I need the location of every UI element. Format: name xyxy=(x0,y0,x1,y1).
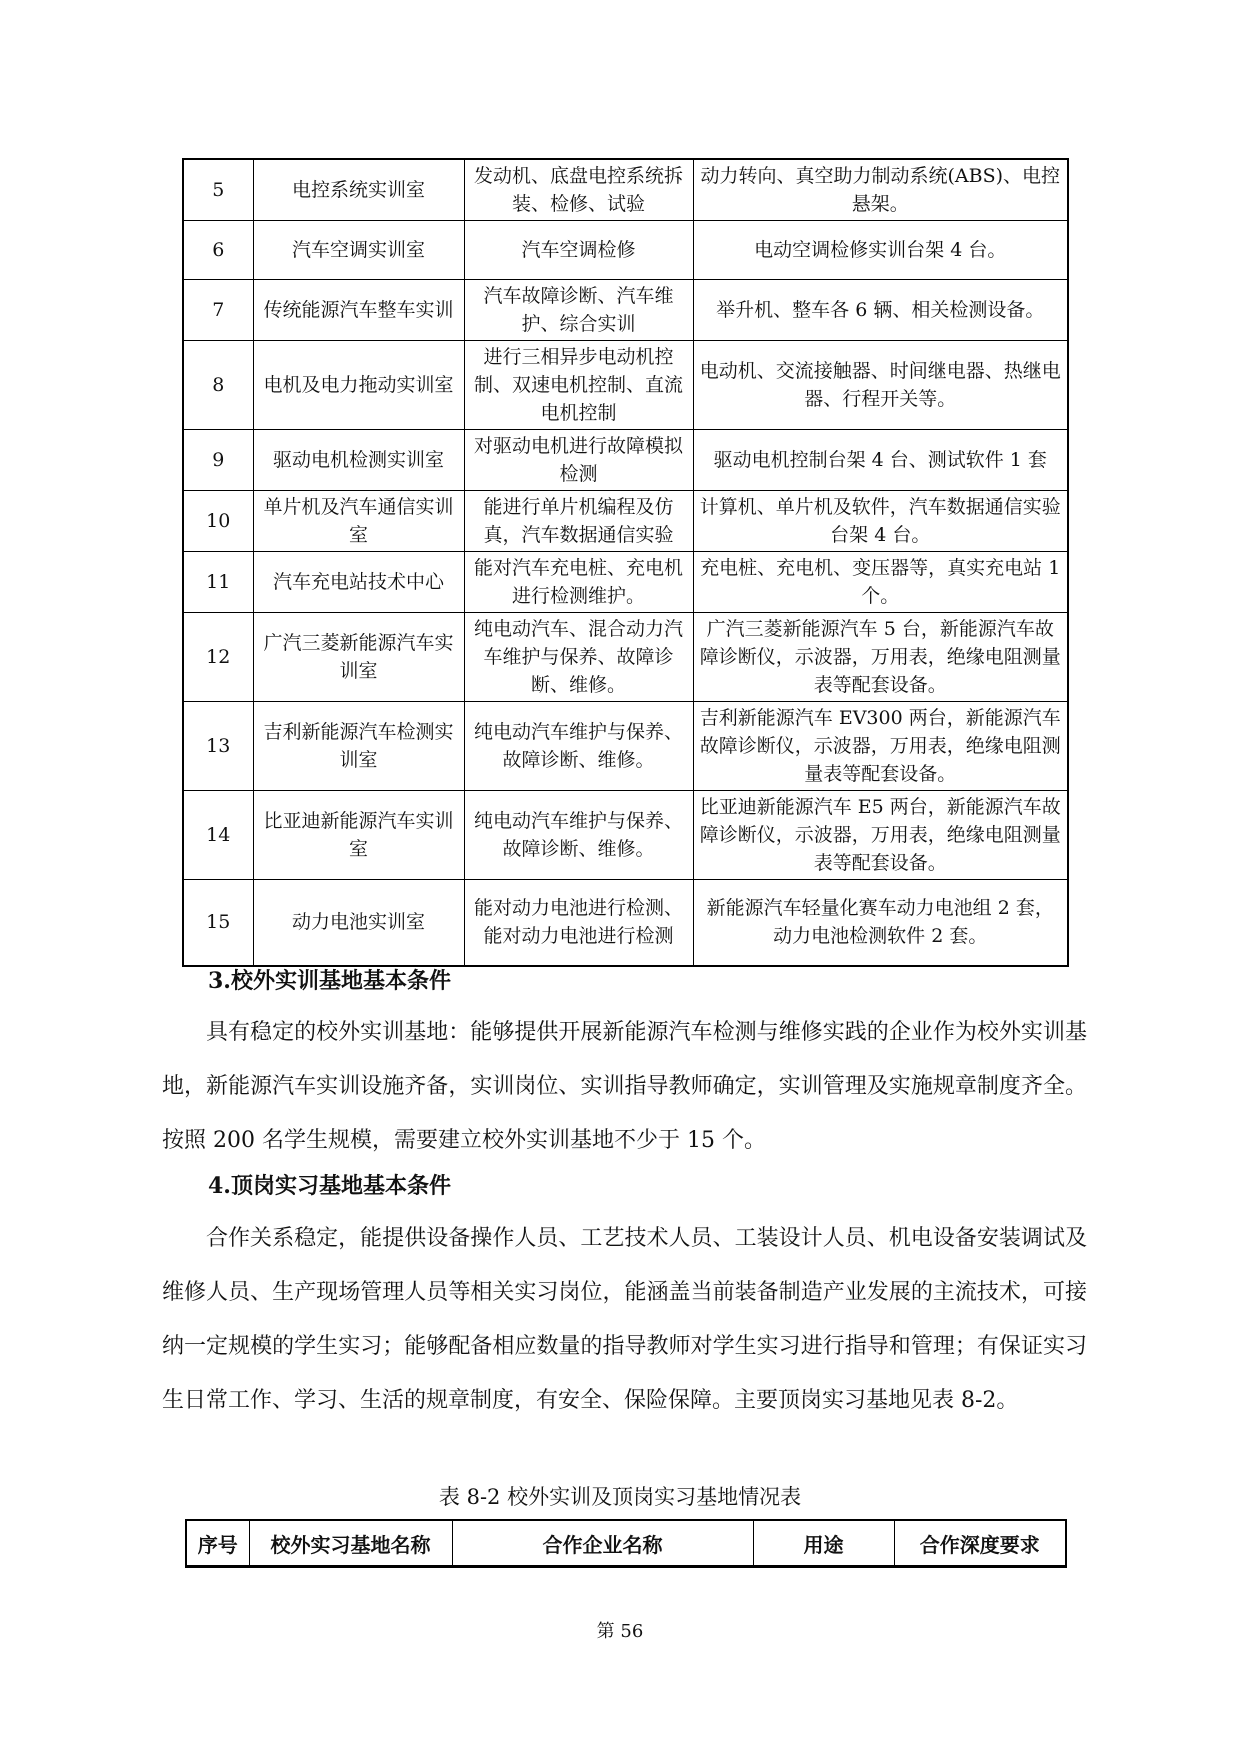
row-number: 15 xyxy=(183,880,253,966)
room-name: 汽车充电站技术中心 xyxy=(253,552,464,613)
equipment: 驱动电机控制台架 4 台、测试软件 1 套 xyxy=(693,430,1068,491)
row-number: 5 xyxy=(183,159,253,221)
room-name: 驱动电机检测实训室 xyxy=(253,430,464,491)
col-header-use: 用途 xyxy=(753,1520,894,1567)
room-name: 传统能源汽车整车实训 xyxy=(253,280,464,341)
training-task: 对驱动电机进行故障模拟检测 xyxy=(464,430,693,491)
equipment: 充电桩、充电机、变压器等，真实充电站 1 个。 xyxy=(693,552,1068,613)
row-number: 9 xyxy=(183,430,253,491)
equipment: 电动空调检修实训台架 4 台。 xyxy=(693,221,1068,280)
equipment: 比亚迪新能源汽车 E5 两台，新能源汽车故障诊断仪，示波器，万用表，绝缘电阻测量表等配套设备。 xyxy=(693,791,1068,880)
training-task: 汽车故障诊断、汽车维护、综合实训 xyxy=(464,280,693,341)
col-header-number: 序号 xyxy=(186,1520,249,1567)
col-header-depth: 合作深度要求 xyxy=(894,1520,1066,1567)
table-row xyxy=(183,552,1068,613)
equipment: 动力转向、真空助力制动系统(ABS)、电控悬架。 xyxy=(693,159,1068,221)
room-name: 广汽三菱新能源汽车实训室 xyxy=(253,613,464,702)
section-3-heading: 3.校外实训基地基本条件 xyxy=(208,968,451,994)
table-caption: 表 8-2 校外实训及顶岗实习基地情况表 xyxy=(438,1485,802,1509)
row-number: 11 xyxy=(183,552,253,613)
training-task: 能对汽车充电桩、充电机进行检测维护。 xyxy=(464,552,693,613)
room-name: 吉利新能源汽车检测实训室 xyxy=(253,702,464,791)
room-name: 动力电池实训室 xyxy=(253,880,464,966)
col-header-company: 合作企业名称 xyxy=(452,1520,753,1567)
room-name: 电控系统实训室 xyxy=(253,159,464,221)
training-task: 能对动力电池进行检测、能对动力电池进行检测 xyxy=(464,880,693,966)
section-3-body: 具有稳定的校外实训基地：能够提供开展新能源汽车检测与维修实践的企业作为校外实训基地，新能源汽车实训设施齐备，实训岗位、实训指导教师确定，实训管理及实施规章制度齐全。按照 200 名学生规模，需要建立校外实训基地不少于 15 个。 xyxy=(162,1020,1087,1153)
room-name: 比亚迪新能源汽车实训室 xyxy=(253,791,464,880)
equipment: 广汽三菱新能源汽车 5 台，新能源汽车故障诊断仪，示波器，万用表，绝缘电阻测量表等配套设备。 xyxy=(693,613,1068,702)
row-number: 14 xyxy=(183,791,253,880)
equipment: 计算机、单片机及软件，汽车数据通信实验台架 4 台。 xyxy=(693,491,1068,552)
table-row xyxy=(183,159,1068,221)
table-row xyxy=(183,491,1068,552)
training-task: 能进行单片机编程及仿真，汽车数据通信实验 xyxy=(464,491,693,552)
table-row xyxy=(183,880,1068,966)
training-task: 进行三相异步电动机控制、双速电机控制、直流电机控制 xyxy=(464,341,693,430)
equipment: 举升机、整车各 6 辆、相关检测设备。 xyxy=(693,280,1068,341)
training-task: 纯电动汽车、混合动力汽车维护与保养、故障诊断、维修。 xyxy=(464,613,693,702)
equipment: 电动机、交流接触器、时间继电器、热继电器、行程开关等。 xyxy=(693,341,1068,430)
page-number: 第 56 xyxy=(596,1621,644,1642)
table-row xyxy=(183,341,1068,430)
table-row xyxy=(183,791,1068,880)
col-header-base-name: 校外实习基地名称 xyxy=(249,1520,452,1567)
row-number: 8 xyxy=(183,341,253,430)
section-4-heading: 4.顶岗实习基地基本条件 xyxy=(208,1173,451,1199)
equipment: 新能源汽车轻量化赛车动力电池组 2 套，动力电池检测软件 2 套。 xyxy=(693,880,1068,966)
training-task: 纯电动汽车维护与保养、故障诊断、维修。 xyxy=(464,702,693,791)
training-task: 发动机、底盘电控系统拆装、检修、试验 xyxy=(464,159,693,221)
room-name: 汽车空调实训室 xyxy=(253,221,464,280)
room-name: 电机及电力拖动实训室 xyxy=(253,341,464,430)
equipment: 吉利新能源汽车 EV300 两台，新能源汽车故障诊断仪，示波器，万用表，绝缘电阻测量表等配套设备。 xyxy=(693,702,1068,791)
internship-base-table xyxy=(185,1519,1067,1568)
row-number: 6 xyxy=(183,221,253,280)
section-4-body: 合作关系稳定，能提供设备操作人员、工艺技术人员、工装设计人员、机电设备安装调试及维修人员、生产现场管理人员等相关实习岗位，能涵盖当前装备制造产业发展的主流技术，可接纳一定规模的学生实习；能够配备相应数量的指导教师对学生实习进行指导和管理；有保证实习生日常工作、学习、生活的规章制度，有安全、保险保障。主要顶岗实习基地见表 8-2。 xyxy=(162,1226,1087,1413)
room-name: 单片机及汽车通信实训室 xyxy=(253,491,464,552)
table-row xyxy=(183,613,1068,702)
row-number: 12 xyxy=(183,613,253,702)
training-room-table xyxy=(182,158,1069,967)
table-header-row xyxy=(186,1520,1066,1567)
table-row xyxy=(183,221,1068,280)
table-row xyxy=(183,280,1068,341)
table-row xyxy=(183,430,1068,491)
row-number: 7 xyxy=(183,280,253,341)
training-task: 汽车空调检修 xyxy=(464,221,693,280)
row-number: 10 xyxy=(183,491,253,552)
row-number: 13 xyxy=(183,702,253,791)
table-row xyxy=(183,702,1068,791)
training-task: 纯电动汽车维护与保养、故障诊断、维修。 xyxy=(464,791,693,880)
